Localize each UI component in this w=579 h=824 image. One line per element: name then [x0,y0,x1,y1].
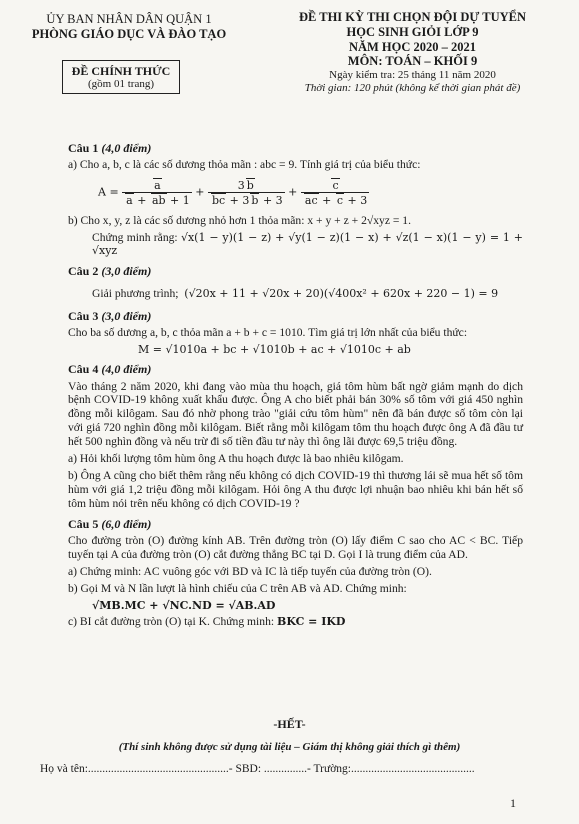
question-5-heading [68,517,523,531]
question-5-title: Câu 5 [68,516,99,531]
question-4a-text: a) Hỏi khối lượng tôm hùm ông A thu hoạch được là bao nhiêu kilôgam. [68,452,404,466]
official-pages: (gồm 01 trang) [88,78,154,91]
question-2-line [68,287,523,301]
exam-note: (Thí sinh không được sử dụng tài liệu – Giám thị không giải thích gì thêm) [118,741,461,753]
page-number: 1 [510,796,516,810]
end-marker: -HẾT- [273,717,306,731]
exam-title-line3: NĂM HỌC 2020 – 2021 [348,39,477,54]
question-5a-text: a) Chứng minh: AC vuông góc với BD và IC là tiếp tuyến của đường tròn (O). [68,564,432,578]
question-1b-prove-expr: √x(1 − y)(1 − z) + √y(1 − z)(1 − x) + √z(1 − x)(1 − y) = 1 + √xyz [92,230,524,258]
question-3-title: Câu 3 [68,308,99,323]
question-1b-text: b) Cho x, y, z là các số dương nhỏ hơn 1 thỏa mãn: x + y + z + 2√xyz = 1. [68,213,411,227]
question-2-expr: (√20x + 11 + √20x + 20)(√400x² + 620x + 220 − 1) = 9 [184,286,499,300]
question-3-text: Cho ba số dương a, b, c thỏa mãn a + b + c = 1010. Tìm giá trị lớn nhất của biểu thức: [68,326,468,340]
question-4-title: Câu 4 [68,362,99,377]
question-5c-line [68,615,523,629]
question-1-heading [68,141,523,155]
candidate-info-line: Họ và tên:.................................................- SBD: ...............- Trường:........................................... [40,763,475,775]
district-committee: ỦY BAN NHÂN DÂN QUẬN 1 [46,12,212,26]
exam-title-line1: ĐỀ THI KỲ THI CHỌN ĐỘI DỰ TUYỂN [298,10,526,24]
question-5c-text: c) BI cắt đường tròn (O) tại K. Chứng minh: [68,614,275,628]
question-5b-expr: √MB.MC + √NC.ND = √AB.AD [92,598,276,612]
question-4b-text: b) Ông A cũng cho biết thêm rằng nếu không có dịch COVID-19 thì thương lái sẽ mua hết số tôm hùm với giá 1,2 triệu đồng mỗi kilôgam. Hỏi ông A thu được lợi nhuận bao nhiêu khi bán hết số tôm hùm nói trên nếu không có dịch COVID-19 ? [68,469,523,510]
exam-title-line4: MÔN: TOÁN – KHỐI 9 [347,54,478,69]
question-5b-text: b) Gọi M và N lần lượt là hình chiếu của C trên AB và AD. Chứng minh: [68,581,407,595]
question-4-points: (4,0 điểm) [101,362,152,377]
question-2-text: Giải phương trình; [92,286,179,300]
header-left [14,12,244,42]
question-2-points: (3,0 điểm) [101,264,152,279]
question-3-heading [68,309,523,323]
official-label: ĐỀ CHÍNH THỨC [71,64,171,78]
question-1b-prove [68,231,523,259]
exam-date: Ngày kiểm tra: 25 tháng 11 năm 2020 [329,69,496,81]
education-department: PHÒNG GIÁO DỤC VÀ ĐÀO TẠO [31,27,227,41]
question-1a-text: a) Cho a, b, c là các số dương thỏa mãn : abc = 9. Tính giá trị của biểu thức: [68,158,421,172]
exam-content [68,135,523,632]
question-5-points: (6,0 điểm) [101,516,152,531]
question-5c-expr: BKC = IKD [277,614,346,628]
exam-title-line2: HỌC SINH GIỎI LỚP 9 [346,24,479,39]
question-3-expr: M = √1010a + bc + √1010b + ac + √1010c + ab [138,342,411,356]
question-1a-formula: A = $\frac{a}{a + ab + 1}$ + $\frac{3 b}{bc + 3 b + 3}$ + $\frac{c}{ac + c + 3}$ [98,179,368,208]
official-exam-box [62,60,180,94]
question-4-heading [68,362,523,376]
exam-title-block [250,10,575,95]
question-5-paragraph: Cho đường tròn (O) đường kính AB. Trên đường tròn (O) lấy điểm C sao cho AC < BC. Tiếp tuyến tại A của đường tròn (O) cắt đường thẳng BC tại D. Gọi I là trung điểm của AD. [68,534,523,562]
question-1b-prove-label: Chứng minh rằng: [92,230,178,244]
question-1-points: (4,0 điểm) [101,141,152,155]
question-2-title: Câu 2 [68,264,99,279]
question-2-heading [68,264,523,278]
question-4-paragraph: Vào tháng 2 năm 2020, khi đang vào mùa thu hoạch, giá tôm hùm bất ngờ giảm mạnh do dịch bệnh COVID-19 không xuất khẩu được. Ông A cho biết phải bán 30% số tôm với giá 450 nghìn đồng mỗi kilôgam. Sau đó nhờ phong trào "giải cứu tôm hùm" nên đã bán được số tôm còn lại với giá 720 nghìn đồng mỗi kilôgam. Biết rằng mỗi kilôgam tôm thu hoạch được ông A đã đầu tư hết 500 nghìn đồng và nếu trừ đi số tiền đầu tư này thì ông lãi được 69,5 triệu đồng. [68,379,523,449]
question-1-title: Câu 1 [68,141,99,155]
exam-time: Thời gian: 120 phút (không kể thời gian phát đề) [304,81,521,94]
question-3-points: (3,0 điểm) [101,308,152,323]
